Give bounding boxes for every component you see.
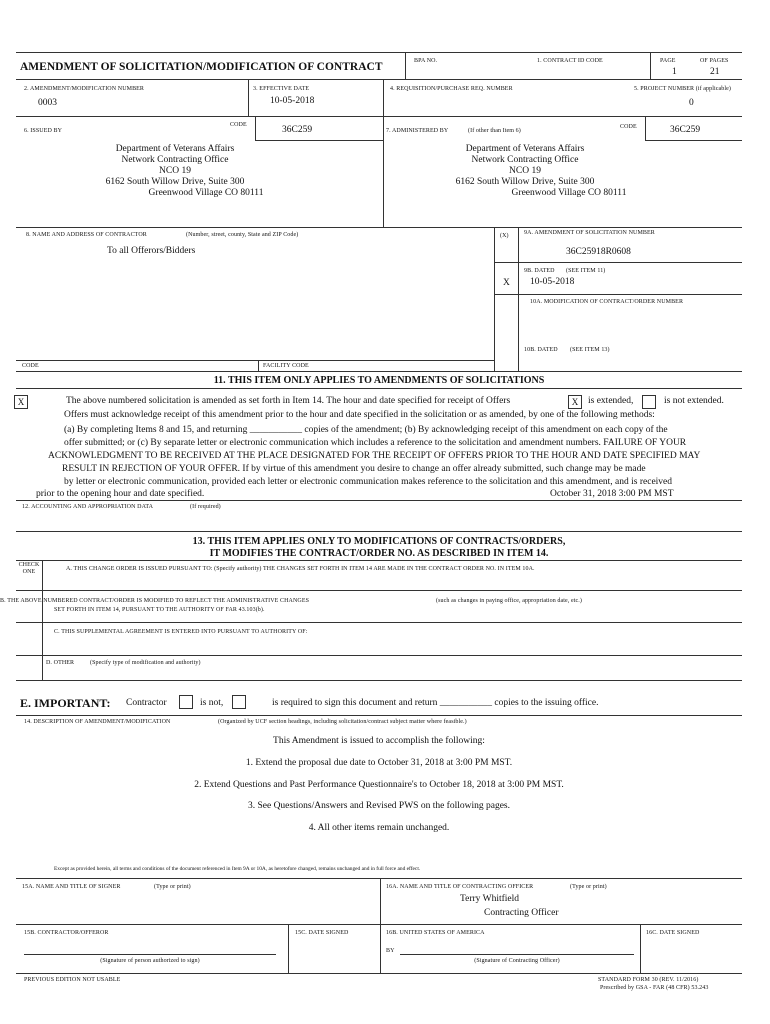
sig-date-divider-a — [288, 924, 289, 973]
row2-divider-a — [248, 79, 249, 116]
address-line: Network Contracting Office — [121, 155, 229, 165]
issued-code-value: 36C259 — [282, 125, 313, 135]
modification-dated-note: (SEE ITEM 13) — [570, 347, 610, 353]
address-line: NCO 19 — [159, 166, 191, 176]
usa-label: 16B. UNITED STATES OF AMERICA — [386, 930, 485, 936]
admin-code-value: 36C259 — [670, 125, 701, 135]
item13-b-2: SET FORTH IN ITEM 14, PURSUANT TO THE AUTHORITY OF FAR 43.103(b). — [54, 607, 265, 613]
of-pages-label: OF PAGES — [700, 58, 729, 64]
officer-name: Terry Whitfield — [460, 894, 520, 904]
check-one-label-2: ONE — [22, 569, 36, 575]
item13-heading-1: 13. THIS ITEM APPLIES ONLY TO MODIFICATIONS OF CONTRACTS/ORDERS, — [192, 536, 566, 547]
admin-code-label: CODE — [620, 124, 637, 130]
code-row-border — [16, 360, 494, 361]
item13-b-note: (such as changes in paying office, appropriation date, etc.) — [436, 598, 583, 604]
bpa-label: BPA NO. — [414, 58, 438, 64]
contractor-offeror-label: 15B. CONTRACTOR/OFFEROR — [24, 930, 109, 936]
admin-code-bottom — [645, 140, 742, 141]
footer-left: PREVIOUS EDITION NOT USABLE — [24, 977, 121, 983]
top-border — [16, 52, 742, 53]
officer-date-label: 16C. DATE SIGNED — [646, 930, 700, 936]
sig-date-divider-b — [640, 924, 641, 973]
code-box-left — [255, 116, 256, 140]
description-label: 14. DESCRIPTION OF AMENDMENT/MODIFICATION — [24, 719, 171, 725]
address-line: NCO 19 — [509, 166, 541, 176]
extended-checkbox[interactable]: X — [568, 395, 582, 409]
address-line: Network Contracting Office — [471, 155, 579, 165]
row9a-border — [494, 262, 742, 263]
modification-dated-label: 10B. DATED — [524, 347, 558, 353]
contractor-value: To all Offerors/Bidders — [107, 246, 196, 256]
address-line: Department of Veterans Affairs — [115, 144, 235, 154]
except-clause: Except as provided herein, all terms and conditions of the document referenced in Item 9A or 10A, as heretofore changed, remains unchanged and in full force and effect. — [54, 866, 421, 872]
important-rest: is required to sign this document and return ___________ copies to the issuing office. — [272, 698, 599, 708]
officer-label: 16A. NAME AND TITLE OF CONTRACTING OFFICER — [386, 884, 534, 890]
item11-heading: 11. THIS ITEM ONLY APPLIES TO AMENDMENTS OF SOLICITATIONS — [213, 375, 545, 386]
contractor-label: 8. NAME AND ADDRESS OF CONTRACTOR — [26, 232, 147, 238]
dated-label: 9B. DATED — [524, 268, 555, 274]
item11-checkbox[interactable]: X — [14, 395, 28, 409]
amendment-item-3: 3. See Questions/Answers and Revised PWS on the following pages. — [247, 801, 510, 811]
item11-line8: prior to the opening hour and date specified. — [36, 489, 205, 499]
code-label: CODE — [22, 363, 39, 369]
admin-code-divider — [645, 116, 646, 140]
item13-d-note: (Specify type of modification and authority) — [90, 660, 201, 666]
administered-by-address — [410, 144, 640, 199]
important-label: E. IMPORTANT: — [20, 696, 111, 710]
item13-b-1: B. THE ABOVE NUMBERED CONTRACT/ORDER IS MODIFIED TO REFLECT THE ADMINISTRATIVE CHANGES — [0, 598, 310, 604]
item13-border — [16, 680, 742, 681]
item13-a: A. THIS CHANGE ORDER IS ISSUED PURSUANT TO: (Specify authority) THE CHANGES SET FORTH IN ITEM 14 ARE MADE IN THE CONTRACT ORDER NO. IN ITEM 10A. — [66, 566, 535, 572]
sig-bottom-border — [16, 973, 742, 974]
item11-line3: (a) By completing Items 8 and 15, and returning ___________ copies of the amendment; (b) By acknowledging receipt of this amendment on each copy of the — [64, 425, 668, 435]
item11-border — [16, 500, 742, 501]
administered-by-label: 7. ADMINISTERED BY — [386, 128, 449, 134]
sig-mid-border — [16, 924, 742, 925]
footer-form-number: STANDARD FORM 30 (REV. 11/2016) — [598, 977, 699, 983]
important-contractor: Contractor — [126, 698, 167, 708]
sig-divider — [380, 878, 381, 973]
issued-by-address — [60, 144, 290, 199]
modification-label: 10A. MODIFICATION OF CONTRACT/ORDER NUMBER — [530, 299, 684, 305]
address-line: 6162 South Willow Drive, Suite 300 — [105, 177, 245, 187]
contract-id-label: 1. CONTRACT ID CODE — [537, 58, 603, 64]
row8-divider-a — [494, 227, 495, 371]
amendment-item-4: 4. All other items remain unchanged. — [308, 823, 450, 833]
address-line: Department of Veterans Affairs — [465, 144, 585, 154]
amendment-number-label: 2. AMENDMENT/MODIFICATION NUMBER — [24, 86, 145, 92]
offer-due-date: October 31, 2018 3:00 PM MST — [550, 489, 674, 499]
requisition-label: 4. REQUISITION/PURCHASE REQ. NUMBER — [390, 86, 513, 92]
x-column-label: (X) — [500, 233, 509, 239]
item11-line1: The above numbered solicitation is amended as set forth in Item 14. The hour and date specified for receipt of Offers — [66, 396, 511, 406]
item13-d: D. OTHER — [46, 660, 75, 666]
officer-note: (Type or print) — [570, 884, 607, 890]
of-pages-number: 21 — [710, 67, 720, 77]
is-not-checkbox[interactable] — [179, 695, 193, 709]
important-is-not: is not, — [200, 698, 224, 708]
signer-note: (Type or print) — [154, 884, 191, 890]
item11-line7: by letter or electronic communication, provided each letter or electronic communication makes reference to the solicitation and this amendment, and is received — [64, 477, 673, 487]
is-required-checkbox[interactable] — [232, 695, 246, 709]
item13-heading-border — [16, 560, 742, 561]
item13-heading-2: IT MODIFIES THE CONTRACT/ORDER NO. AS DESCRIBED IN ITEM 14. — [209, 548, 549, 559]
important-border — [16, 715, 742, 716]
page-number: 1 — [672, 67, 677, 77]
check-column-line — [42, 560, 43, 680]
code-box-bottom — [255, 140, 383, 141]
signer-label: 15A. NAME AND TITLE OF SIGNER — [22, 884, 121, 890]
by-label: BY — [386, 948, 395, 954]
row2-divider-b — [383, 79, 384, 227]
facility-code-label: FACILITY CODE — [263, 363, 309, 369]
administered-by-note: (If other than Item 6) — [468, 128, 521, 134]
accounting-note: (If required) — [190, 504, 221, 510]
issued-by-label: 6. ISSUED BY — [24, 128, 63, 134]
amendment-item-2: 2. Extend Questions and Past Performance Questionnaire's to October 18, 2018 at 3:00 PM MST. — [194, 780, 564, 790]
item11-line6: RESULT IN REJECTION OF YOUR OFFER. If by virtue of this amendment you desire to change an offer already submitted, such change may be made — [62, 464, 646, 474]
item13c-line — [16, 655, 742, 656]
title-divider — [405, 52, 406, 79]
address-line: Greenwood Village CO 80111 — [148, 188, 264, 198]
amendment-number-value: 0003 — [38, 98, 57, 108]
check-one-label-1: CHECK — [18, 562, 40, 568]
not-extended-checkbox[interactable] — [642, 395, 656, 409]
effective-date-value: 10-05-2018 — [270, 96, 315, 106]
row1-border — [16, 79, 742, 80]
row3-border — [16, 227, 742, 228]
project-number-value: 0 — [689, 98, 694, 108]
amendment-solicitation-label: 9A. AMENDMENT OF SOLICITATION NUMBER — [524, 230, 655, 236]
row8-divider-b — [518, 227, 519, 371]
row8-border — [16, 371, 742, 372]
item13-c: C. THIS SUPPLEMENTAL AGREEMENT IS ENTERED INTO PURSUANT TO AUTHORITY OF: — [54, 629, 308, 635]
accounting-label: 12. ACCOUNTING AND APPROPRIATION DATA — [22, 504, 154, 510]
officer-title: Contracting Officer — [484, 908, 559, 918]
amendment-intro: This Amendment is issued to accomplish the following: — [273, 736, 485, 746]
item11-heading-border — [16, 388, 742, 389]
officer-signature-line[interactable] — [400, 954, 634, 955]
effective-date-label: 3. EFFECTIVE DATE — [253, 86, 310, 92]
page-divider — [650, 52, 651, 79]
page-label: PAGE — [660, 58, 676, 64]
description-note: (Organized by UCF section headings, including solicitation/contract subject matter where feasible.) — [218, 719, 467, 725]
contractor-date-label: 15C. DATE SIGNED — [295, 930, 349, 936]
item14-border — [16, 878, 742, 879]
amendment-solicitation-value: 36C25918R0608 — [566, 247, 631, 257]
amendment-item-1: 1. Extend the proposal due date to October 31, 2018 at 3:00 PM MST. — [245, 758, 513, 768]
row2-border — [16, 116, 742, 117]
not-extended-label: is not extended. — [664, 396, 724, 406]
project-number-label: 5. PROJECT NUMBER (if applicable) — [634, 86, 732, 92]
facility-divider — [258, 360, 259, 371]
item11-line4: offer submitted; or (c) By separate letter or electronic communication which includes a reference to the solicitation and amendment numbers. FAILURE OF YOUR — [64, 438, 687, 448]
item11-line2: Offers must acknowledge receipt of this amendment prior to the hour and date specified in the solicitation or as amended, by one of the following methods: — [64, 410, 655, 420]
address-line: 6162 South Willow Drive, Suite 300 — [455, 177, 595, 187]
item13a-line — [16, 590, 742, 591]
item11-line5: ACKNOWLEDGMENT TO BE RECEIVED AT THE PLACE DESIGNATED FOR THE RECEIPT OF OFFERS PRIOR TO THE HOUR AND DATE SPECIFIED MAY — [48, 451, 701, 461]
extended-label: is extended, — [588, 396, 634, 406]
item13b-line — [16, 622, 742, 623]
contractor-signature-caption: (Signature of person authorized to sign) — [100, 958, 200, 964]
address-line: Greenwood Village CO 80111 — [511, 188, 627, 198]
dated-value: 10-05-2018 — [530, 277, 575, 287]
row9b-border — [494, 294, 742, 295]
item12-border — [16, 531, 742, 532]
footer-prescribed: Prescribed by GSA - FAR (48 CFR) 53.243 — [600, 985, 709, 991]
officer-signature-caption: (Signature of Contracting Officer) — [474, 958, 560, 964]
dated-mark: X — [503, 278, 510, 288]
dated-note: (SEE ITEM 11) — [566, 268, 606, 274]
form-title: AMENDMENT OF SOLICITATION/MODIFICATION OF CONTRACT — [20, 61, 383, 73]
contractor-note: (Number, street, county, State and ZIP Code) — [186, 232, 299, 238]
issued-code-label: CODE — [230, 122, 247, 128]
contractor-signature-line[interactable] — [24, 954, 276, 955]
